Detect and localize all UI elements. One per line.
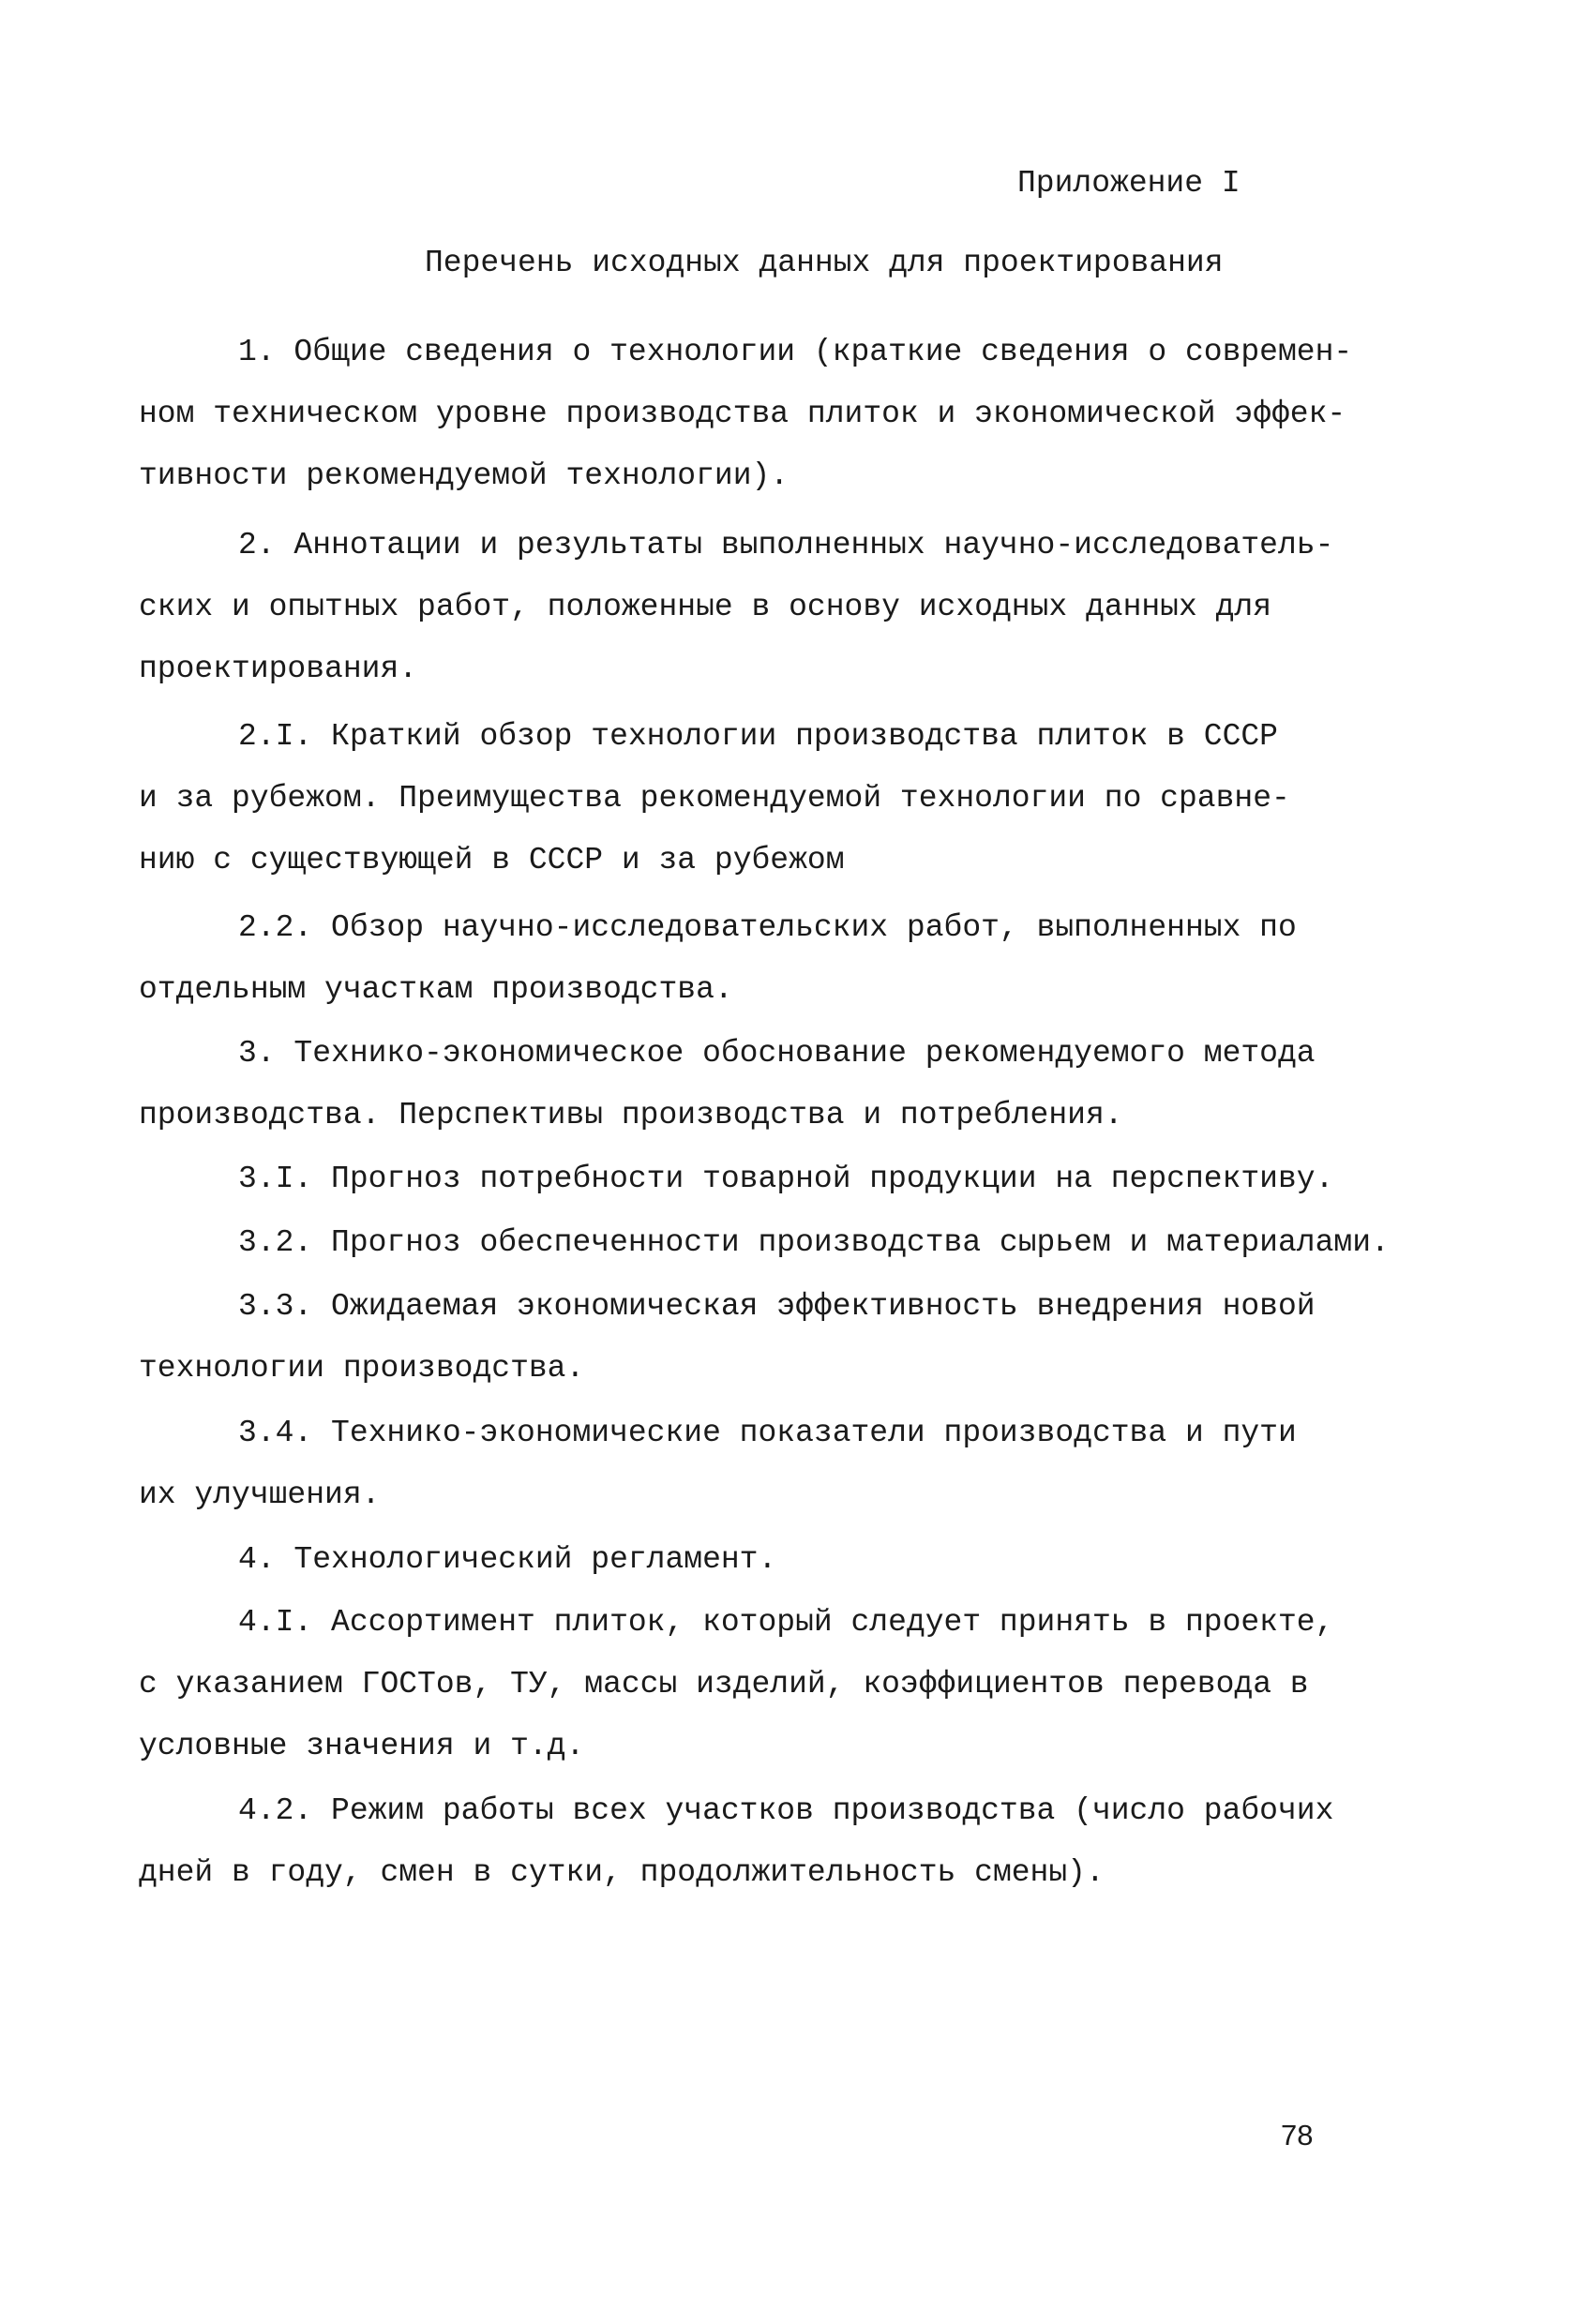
page-number: 78 — [1281, 2119, 1314, 2152]
paragraph-4-1-line-1: 4.I. Ассортимент плиток, который следует принять в проекте, — [238, 1605, 1334, 1640]
appendix-label: Приложение I — [1017, 166, 1241, 201]
paragraph-1-line-2: ном техническом уровне производства плиток и экономической эффек- — [139, 397, 1346, 431]
paragraph-2-line-2: ских и опытных работ, положенные в основу исходных данных для — [139, 590, 1271, 624]
paragraph-3-2-line-1: 3.2. Прогноз обеспеченности производства сырьем и материалами. — [238, 1225, 1390, 1260]
paragraph-4-line-1: 4. Технологический регламент. — [238, 1542, 777, 1577]
document-title: Перечень исходных данных для проектирования — [425, 246, 1224, 280]
paragraph-2-1-line-3: нию с существующей в СССР и за рубежом — [139, 843, 845, 877]
paragraph-2-line-3: проектирования. — [139, 652, 418, 686]
paragraph-3-3-line-2: технологии производства. — [139, 1351, 585, 1386]
paragraph-3-line-2: производства. Перспективы производства и потребления. — [139, 1098, 1123, 1132]
paragraph-2-1-line-2: и за рубежом. Преимущества рекомендуемой технологии по сравне- — [139, 781, 1290, 816]
paragraph-1-line-3: тивности рекомендуемой технологии). — [139, 458, 789, 493]
paragraph-4-1-line-3: условные значения и т.д. — [139, 1729, 585, 1763]
paragraph-3-3-line-1: 3.3. Ожидаемая экономическая эффективность внедрения новой — [238, 1289, 1316, 1324]
paragraph-1-line-1: 1. Общие сведения о технологии (краткие сведения о современ- — [238, 335, 1353, 369]
paragraph-3-line-1: 3. Технико-экономическое обоснование рекомендуемого метода — [238, 1036, 1316, 1071]
paragraph-4-2-line-2: дней в году, смен в сутки, продолжительность смены). — [139, 1855, 1105, 1890]
paragraph-4-2-line-1: 4.2. Режим работы всех участков производства (число рабочих — [238, 1793, 1334, 1828]
paragraph-3-4-line-2: их улучшения. — [139, 1477, 381, 1512]
paragraph-4-1-line-2: с указанием ГОСТов, ТУ, массы изделий, коэффициентов перевода в — [139, 1667, 1309, 1702]
paragraph-2-2-line-2: отдельным участкам производства. — [139, 972, 733, 1007]
paragraph-3-4-line-1: 3.4. Технико-экономические показатели производства и пути — [238, 1416, 1297, 1450]
paragraph-2-2-line-1: 2.2. Обзор научно-исследовательских работ, выполненных по — [238, 910, 1297, 945]
paragraph-3-1-line-1: 3.I. Прогноз потребности товарной продукции на перспективу. — [238, 1162, 1334, 1196]
paragraph-2-line-1: 2. Аннотации и результаты выполненных научно-исследователь- — [238, 528, 1334, 562]
paragraph-2-1-line-1: 2.I. Краткий обзор технологии производства плиток в СССР — [238, 719, 1278, 754]
